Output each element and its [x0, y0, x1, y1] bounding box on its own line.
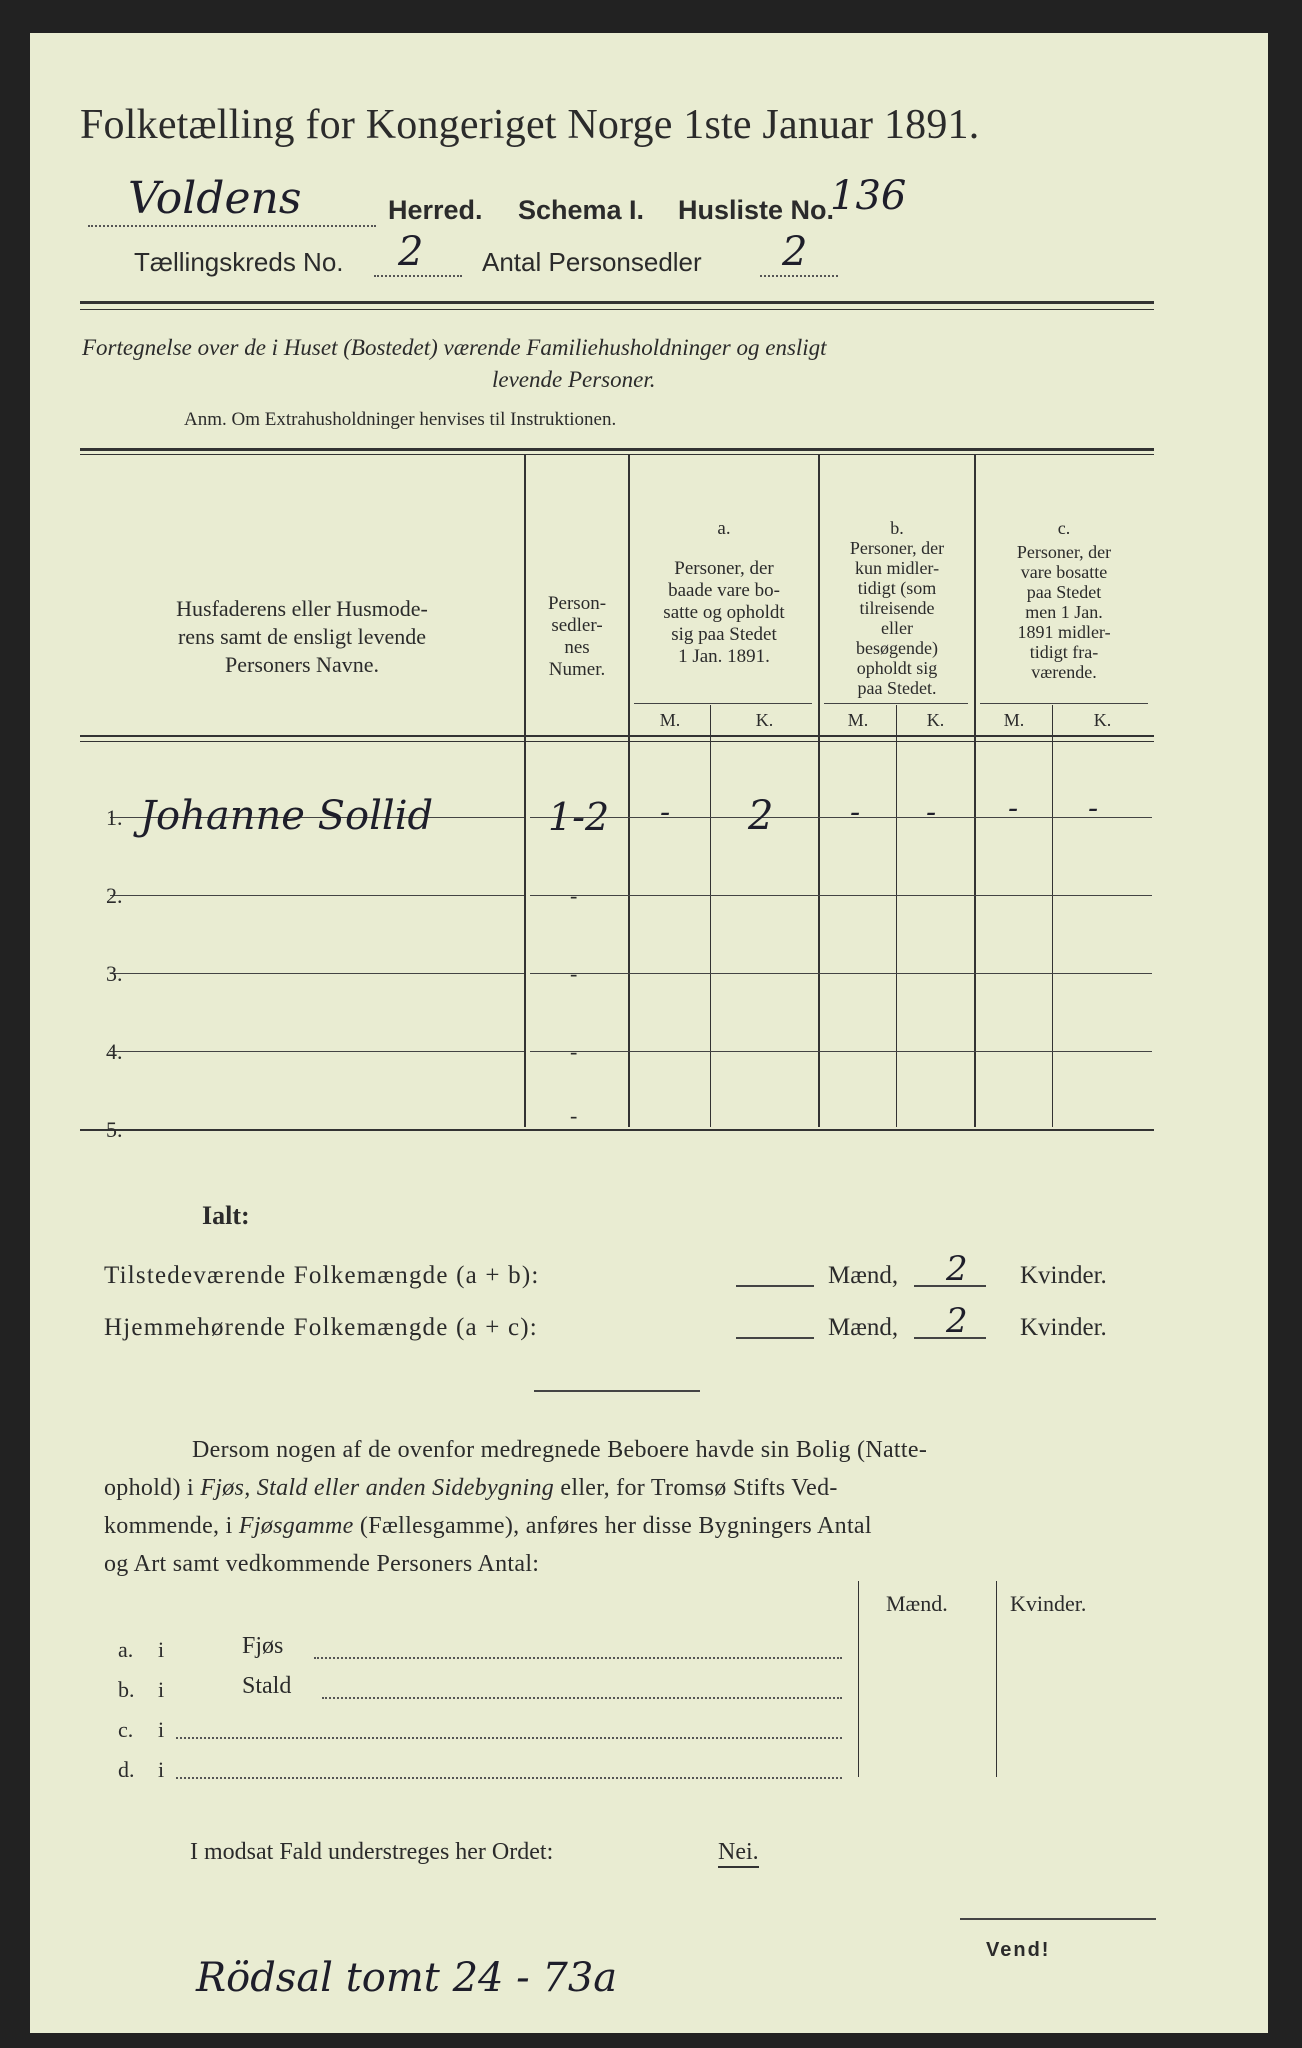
header-col-a-letter: a. — [717, 518, 731, 539]
col-divider-names — [524, 455, 526, 1127]
header-col-a-line: 1 Jan. 1891. — [678, 646, 770, 667]
personsedler-dotted-line — [760, 275, 838, 277]
paragraph-line-3 — [104, 1513, 872, 1540]
maend-blank-2 — [736, 1337, 814, 1339]
row-a-k: 2 — [748, 793, 774, 839]
row-a-m: - — [660, 795, 671, 830]
header-col-c — [976, 518, 1152, 682]
row-c-k: - — [1088, 791, 1099, 826]
row-line — [530, 1051, 1152, 1052]
kreds-number: 2 — [398, 229, 424, 275]
header-col-c-line: Personer, der — [1016, 542, 1112, 562]
building-row-letter: c. — [118, 1717, 134, 1742]
modsat-text: I modsat Fald understreges her Ordet: — [190, 1839, 554, 1865]
paragraph-text: (Fællesgamme), anføres her disse Bygningers Antal — [353, 1513, 872, 1539]
maend-label-1: Mænd, — [828, 1262, 899, 1289]
header-names-line: Personers Navne. — [225, 652, 379, 677]
mk-separator-c — [980, 703, 1148, 704]
header-col-a-line: sig paa Stedet — [671, 624, 777, 645]
row-line — [110, 1051, 524, 1052]
paragraph-italic: Fjøs, Stald eller anden Sidebygning — [200, 1475, 555, 1501]
buildings-divider-1 — [858, 1581, 859, 1777]
c-k-label: K. — [1093, 710, 1112, 730]
paragraph-italic: Fjøsgamme — [238, 1513, 354, 1539]
census-form-page — [30, 33, 1268, 2033]
herred-label: Herred. — [388, 195, 483, 225]
tilstede-label: Tilstedeværende Folkemængde (a + b): — [104, 1262, 540, 1289]
kreds-label: Tællingskreds No. — [134, 247, 344, 277]
c-m-label: M. — [1003, 710, 1025, 730]
header-col-b-line: besøgende) — [856, 638, 938, 658]
header-col-c-line: værende. — [1031, 662, 1097, 682]
building-row-letter: a. — [118, 1637, 134, 1662]
building-row-letter: d. — [118, 1757, 135, 1782]
header-col-a-line: Personer, der — [674, 558, 774, 579]
header-numer-line: Person- — [547, 593, 607, 614]
nei-word: Nei. — [718, 1839, 759, 1868]
row-b-k: - — [926, 795, 937, 830]
paragraph-line-2 — [104, 1475, 838, 1502]
header-col-c-letter: c. — [1057, 518, 1071, 538]
building-row-letter: b. — [118, 1677, 135, 1702]
row-number: 5. — [106, 1117, 123, 1142]
header-numer — [526, 593, 628, 681]
header-numer-line: Numer. — [548, 659, 606, 680]
paragraph-text: ophold) i — [104, 1475, 201, 1501]
header-names-line: Husfaderens eller Husmode- — [176, 596, 428, 621]
buildings-kvinder-header: Kvinder. — [1010, 1591, 1087, 1616]
header-col-a-line: satte og opholdt — [663, 602, 785, 623]
anm-note: Anm. Om Extrahusholdninger henvises til Instruktionen. — [184, 409, 617, 430]
kvinder-label-2: Kvinder. — [1020, 1314, 1107, 1341]
row-c-m: - — [1008, 791, 1019, 826]
header-rule — [80, 301, 1154, 304]
section-divider — [534, 1390, 700, 1392]
row-line — [530, 895, 1152, 896]
table-header-bottom-rule-thin — [80, 741, 1154, 742]
vend-rule — [960, 1918, 1156, 1920]
row-line — [530, 817, 1152, 818]
header-names-line: rens samt de ensligt levende — [177, 624, 427, 649]
building-row-label: Fjøs — [242, 1633, 284, 1659]
paragraph-text: kommende, i — [104, 1513, 239, 1539]
maend-label-2: Mænd, — [828, 1314, 899, 1341]
building-row-dots — [176, 1777, 842, 1779]
header-col-b-line: Personer, der — [849, 538, 945, 558]
header-col-c-line: 1891 midler- — [1017, 622, 1111, 642]
header-col-b-line: eller — [881, 618, 913, 638]
row-b-m: - — [850, 795, 861, 830]
buildings-maend-header: Mænd. — [886, 1591, 948, 1616]
maend-blank-1 — [736, 1285, 814, 1287]
herred-dotted-line — [88, 225, 376, 227]
hjemme-kvinder-value: 2 — [946, 1301, 968, 1341]
b-k-label: K. — [926, 710, 945, 730]
header-col-b-letter: b. — [890, 518, 904, 538]
header-col-b-line: tilreisende — [859, 598, 935, 618]
mk-separator-a — [634, 703, 812, 704]
row-number: 4. — [106, 1039, 123, 1064]
header-col-a-line: baade vare bo- — [668, 580, 780, 601]
col-divider-aMK — [710, 705, 711, 1127]
header-col-c-line: vare bosatte — [1020, 562, 1108, 582]
header-col-a — [630, 518, 818, 668]
husliste-number: 136 — [830, 173, 907, 219]
table-bottom-rule — [80, 1129, 1154, 1131]
row-number: 3. — [106, 961, 123, 986]
a-m-label: M. — [659, 710, 681, 730]
building-row-label: Stald — [242, 1673, 292, 1699]
row-numer: - — [570, 1103, 578, 1128]
building-row-i: i — [158, 1637, 165, 1662]
row-numer: - — [570, 883, 578, 908]
header-rule-thin — [80, 309, 1154, 310]
buildings-divider-2 — [996, 1581, 997, 1777]
husliste-label: Husliste No. — [678, 195, 835, 225]
paragraph-line-1: Dersom nogen af de ovenfor medregnede Beboere havde sin Bolig (Natte- — [192, 1437, 928, 1463]
table-top-rule — [80, 448, 1154, 451]
kvinder-label-1: Kvinder. — [1020, 1262, 1107, 1289]
hjemme-label: Hjemmehørende Folkemængde (a + c): — [104, 1314, 538, 1341]
paragraph-text: eller, for Tromsø Stifts Ved- — [554, 1475, 838, 1501]
mk-separator-b — [824, 703, 968, 704]
building-row-dots — [314, 1657, 842, 1659]
table-header-bottom-rule — [80, 735, 1154, 737]
header-col-c-line: men 1 Jan. — [1025, 602, 1103, 622]
vend-label: Vend! — [986, 1939, 1051, 1961]
header-col-b-line: paa Stedet. — [857, 678, 937, 698]
col-divider-bMK — [896, 705, 897, 1127]
row-numer: - — [570, 961, 578, 986]
row-number: 1. — [106, 805, 123, 830]
handwritten-note: Rödsal tomt 24 - 73a — [196, 1955, 618, 2001]
header-col-b-line: opholdt sig — [856, 658, 938, 678]
row-line — [530, 973, 1152, 974]
header-col-c-line: paa Stedet — [1026, 582, 1102, 602]
row-number: 2. — [106, 883, 123, 908]
personsedler-number: 2 — [782, 229, 808, 275]
form-title: Folketælling for Kongeriget Norge 1ste Januar 1891. — [80, 102, 980, 148]
header-numer-line: sedler- — [551, 615, 603, 636]
a-k-label: K. — [755, 710, 774, 730]
header-numer-line: nes — [564, 637, 590, 658]
table-top-rule-thin — [80, 454, 1154, 455]
row-numer: 1-2 — [548, 795, 610, 839]
building-row-i: i — [158, 1717, 165, 1742]
building-row-i: i — [158, 1677, 165, 1702]
header-col-b-line: kun midler- — [854, 558, 940, 578]
header-col-b — [820, 518, 974, 698]
schema-label: Schema I. — [518, 195, 645, 225]
header-col-c-line: tidigt fra- — [1029, 642, 1099, 662]
ialt-label: Ialt: — [202, 1201, 250, 1230]
intro-line-2: levende Personer. — [492, 367, 656, 392]
personsedler-label: Antal Personsedler — [482, 247, 702, 277]
header-col-b-line: tidigt (som — [857, 578, 937, 598]
herred-name: Voldens — [128, 173, 302, 224]
building-row-dots — [322, 1697, 842, 1699]
header-names — [80, 595, 524, 679]
intro-line-1: Fortegnelse over de i Huset (Bostedet) værende Familiehusholdninger og ensligt — [82, 335, 827, 360]
building-row-dots — [176, 1737, 842, 1739]
row-line — [110, 973, 524, 974]
building-row-i: i — [158, 1757, 165, 1782]
b-m-label: M. — [847, 710, 869, 730]
row-line — [110, 895, 524, 896]
kreds-dotted-line — [374, 275, 462, 277]
col-divider-cMK — [1052, 705, 1053, 1127]
tilstede-kvinder-value: 2 — [946, 1249, 968, 1289]
row-numer: - — [570, 1039, 578, 1064]
row-name: Johanne Sollid — [140, 793, 434, 839]
paragraph-line-4: og Art samt vedkommende Personers Antal: — [104, 1551, 540, 1577]
